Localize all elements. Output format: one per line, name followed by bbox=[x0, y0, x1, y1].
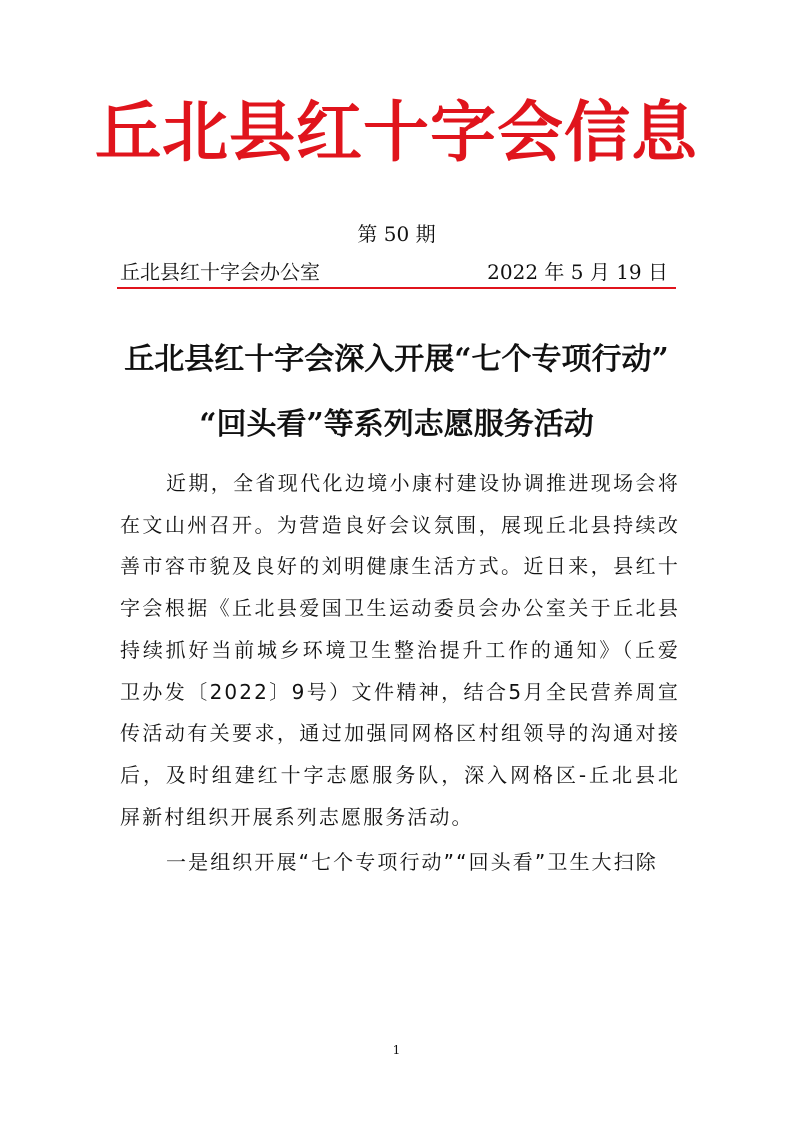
page-number: 1 bbox=[392, 1043, 401, 1057]
red-divider-line bbox=[117, 287, 676, 289]
issuing-office: 丘北县红十字会办公室 bbox=[120, 260, 320, 284]
masthead-title: 丘北县红十字会信息 bbox=[95, 93, 698, 171]
article-title-line-1: 丘北县红十字会深入开展“七个专项行动” bbox=[124, 342, 669, 377]
article-title-line-2: “回头看”等系列志愿服务活动 bbox=[199, 407, 594, 442]
issue-number: 第 50 期 bbox=[357, 222, 436, 246]
issue-date: 2022 年 5 月 19 日 bbox=[487, 260, 668, 284]
article-paragraph: 近期，全省现代化边境小康村建设协调推进现场会将在文山州召开。为营造良好会议氛围，展现丘北县持续改善市容市貌及良好的刘明健康生活方式。近日来，县红十字会根据《丘北县爱国卫生运动委员会办公室关于丘北县持续抓好当前城乡环境卫生整治提升工作的通知》（丘爱卫办发〔2022〕9号）文件精神，结合5月全民营养周宣传活动有关要求，通过加强同网格区村组领导的沟通对接后，及时组建红十字志愿服务队，深入网格区-丘北县北屏新村组织开展系列志愿服务活动。 bbox=[120, 471, 680, 829]
article-paragraph: 一是组织开展“七个专项行动”“回头看”卫生大扫除 bbox=[166, 850, 658, 874]
